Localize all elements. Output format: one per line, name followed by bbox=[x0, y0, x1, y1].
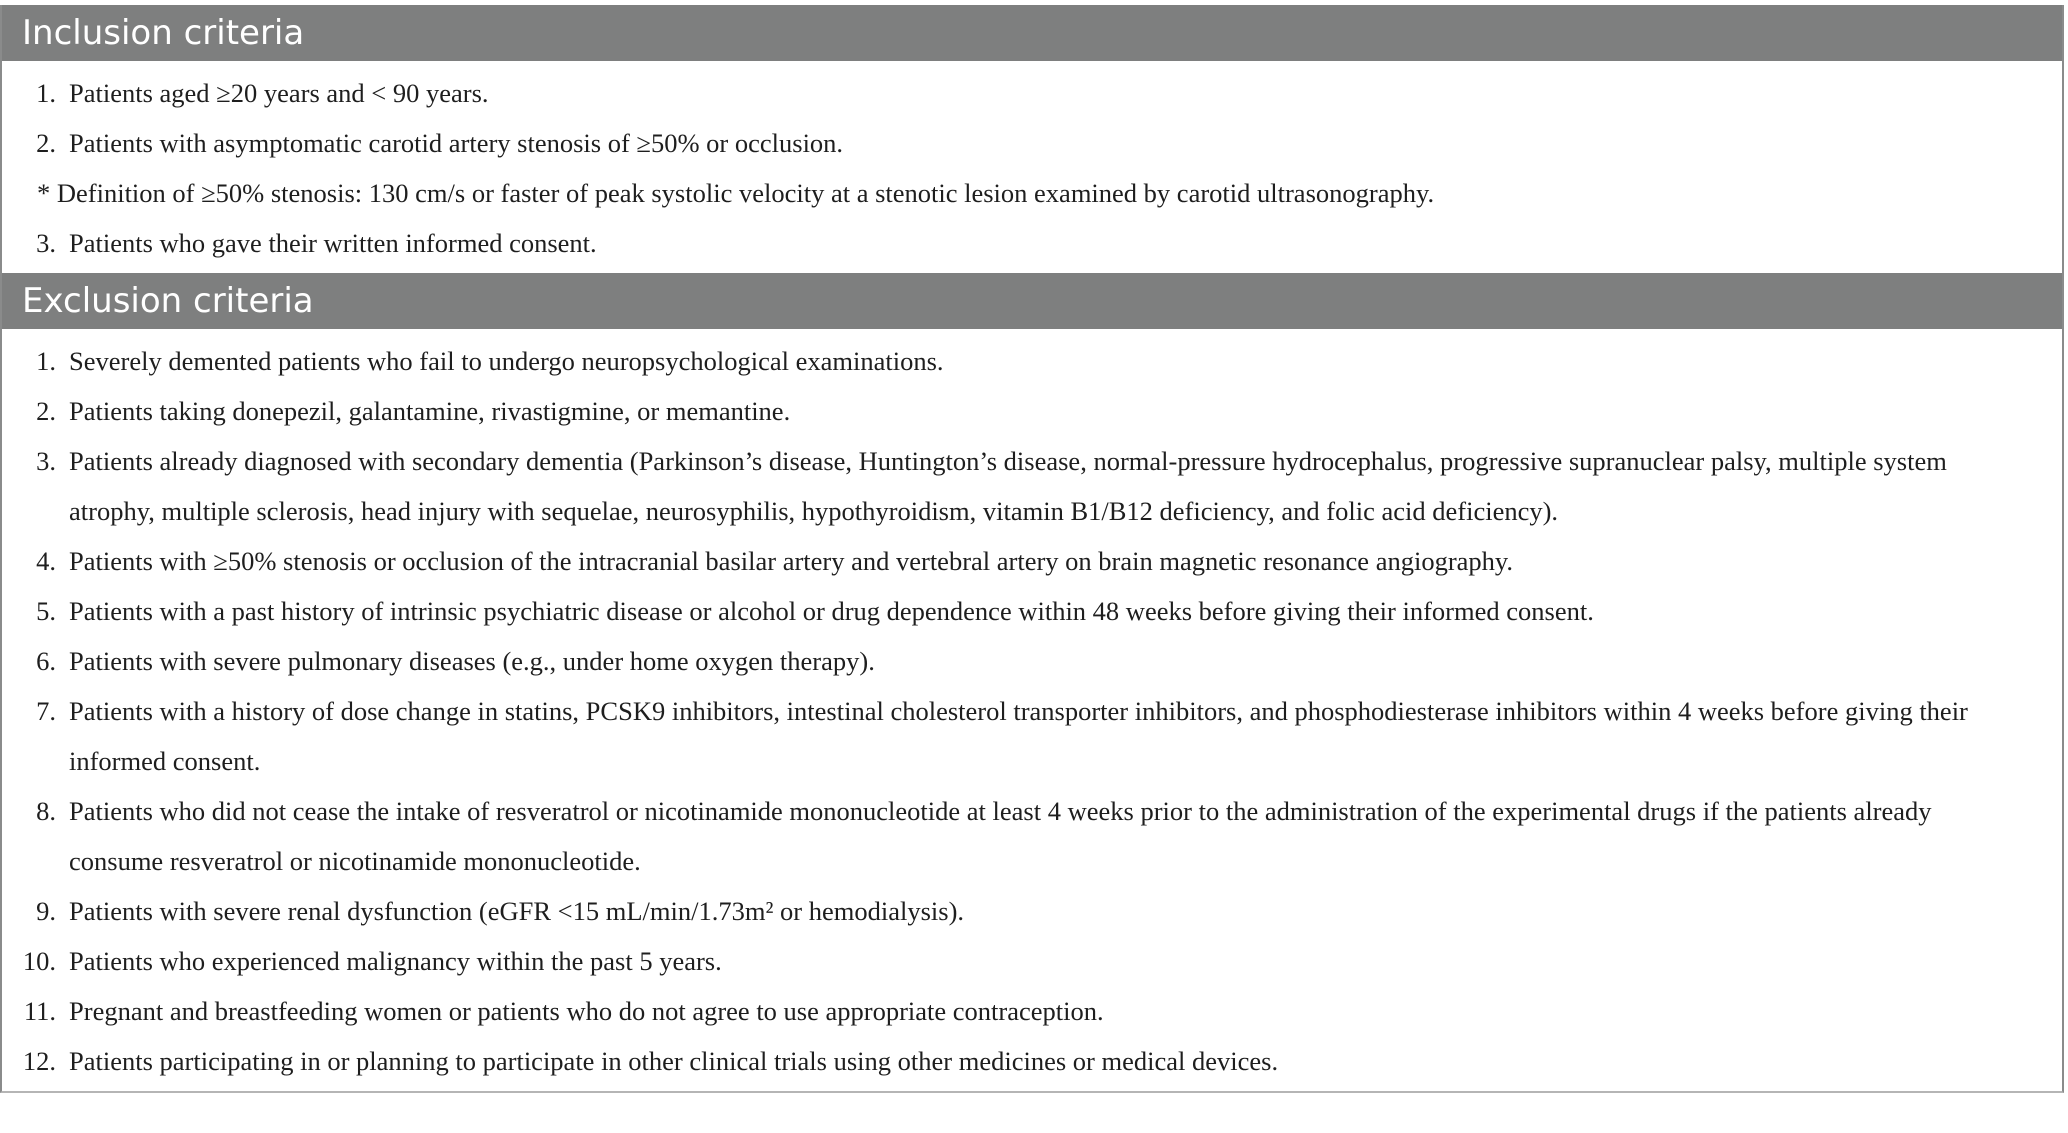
item-number: 1. bbox=[36, 346, 56, 376]
item-text: Severely demented patients who fail to undergo neuropsychological examinations. bbox=[69, 346, 944, 376]
exclusion-item-4 bbox=[2, 536, 2062, 586]
item-number: 11. bbox=[23, 996, 56, 1026]
item-number: 3. bbox=[36, 228, 56, 258]
item-number: 6. bbox=[36, 646, 56, 676]
inclusion-header: Inclusion criteria bbox=[2, 5, 2062, 61]
item-text: Patients who gave their written informed consent. bbox=[69, 228, 597, 258]
exclusion-item-2 bbox=[2, 386, 2062, 436]
exclusion-item-7 bbox=[2, 686, 2062, 786]
item-text: Patients taking donepezil, galantamine, rivastigmine, or memantine. bbox=[69, 396, 791, 426]
item-text: Patients with ≥50% stenosis or occlusion of the intracranial basilar artery and vertebral artery on brain magnetic resonance angiography. bbox=[69, 546, 1514, 576]
inclusion-item-2 bbox=[2, 118, 2062, 168]
item-text: Patients who did not cease the intake of resveratrol or nicotinamide mononucleotide at least 4 weeks prior to the administration of the experimental drugs if the patients already consume resveratrol or nicotinamide mononucleotide. bbox=[69, 796, 1932, 876]
item-text: Patients with a past history of intrinsic psychiatric disease or alcohol or drug dependence within 48 weeks before giving their informed consent. bbox=[69, 596, 1594, 626]
item-number: 3. bbox=[36, 446, 56, 476]
item-number: 9. bbox=[36, 896, 56, 926]
inclusion-list bbox=[2, 61, 2062, 273]
exclusion-item-10 bbox=[2, 936, 2062, 986]
item-text: Patients participating in or planning to participate in other clinical trials using other medicines or medical devices. bbox=[69, 1046, 1279, 1076]
exclusion-item-1 bbox=[2, 336, 2062, 386]
item-text: Patients already diagnosed with secondary dementia (Parkinson’s disease, Huntington’s disease, normal-pressure hydrocephalus, progressive supranuclear palsy, multiple system atrophy, multiple sclerosis, head injury with sequelae, neurosyphilis, hypothyroidism, vitamin B1/B12 deficiency, and folic acid deficiency). bbox=[69, 446, 1947, 526]
item-text: Patients with severe pulmonary diseases (e.g., under home oxygen therapy). bbox=[69, 646, 875, 676]
item-text: Pregnant and breastfeeding women or patients who do not agree to use appropriate contraception. bbox=[69, 996, 1104, 1026]
exclusion-list bbox=[2, 329, 2062, 1091]
exclusion-header: Exclusion criteria bbox=[2, 273, 2062, 329]
item-number: 12. bbox=[22, 1046, 56, 1076]
item-number: 2. bbox=[36, 396, 56, 426]
criteria-table bbox=[0, 5, 2064, 1093]
stenosis-definition-note: * Definition of ≥50% stenosis: 130 cm/s or faster of peak systolic velocity at a stenotic lesion examined by carotid ultrasonography. bbox=[37, 178, 1435, 208]
item-text: Patients with asymptomatic carotid artery stenosis of ≥50% or occlusion. bbox=[69, 128, 844, 158]
item-number: 8. bbox=[36, 796, 56, 826]
exclusion-item-8 bbox=[2, 786, 2062, 886]
item-number: 10. bbox=[22, 946, 56, 976]
item-number: 1. bbox=[36, 78, 56, 108]
item-text: Patients aged ≥20 years and < 90 years. bbox=[69, 78, 489, 108]
exclusion-item-5 bbox=[2, 586, 2062, 636]
exclusion-item-6 bbox=[2, 636, 2062, 686]
item-number: 5. bbox=[36, 596, 56, 626]
inclusion-item-3 bbox=[2, 218, 2062, 268]
item-text: Patients who experienced malignancy within the past 5 years. bbox=[69, 946, 722, 976]
exclusion-item-3 bbox=[2, 436, 2062, 536]
item-number: 2. bbox=[36, 128, 56, 158]
inclusion-item-1 bbox=[2, 68, 2062, 118]
exclusion-item-9 bbox=[2, 886, 2062, 936]
item-text: Patients with a history of dose change in statins, PCSK9 inhibitors, intestinal cholesterol transporter inhibitors, and phosphodiesterase inhibitors within 4 weeks before giving their informed consent. bbox=[69, 696, 1968, 776]
exclusion-item-11 bbox=[2, 986, 2062, 1036]
item-number: 7. bbox=[36, 696, 56, 726]
item-text: Patients with severe renal dysfunction (eGFR <15 mL/min/1.73m² or hemodialysis). bbox=[69, 896, 965, 926]
item-number: 4. bbox=[36, 546, 56, 576]
exclusion-item-12 bbox=[2, 1036, 2062, 1086]
